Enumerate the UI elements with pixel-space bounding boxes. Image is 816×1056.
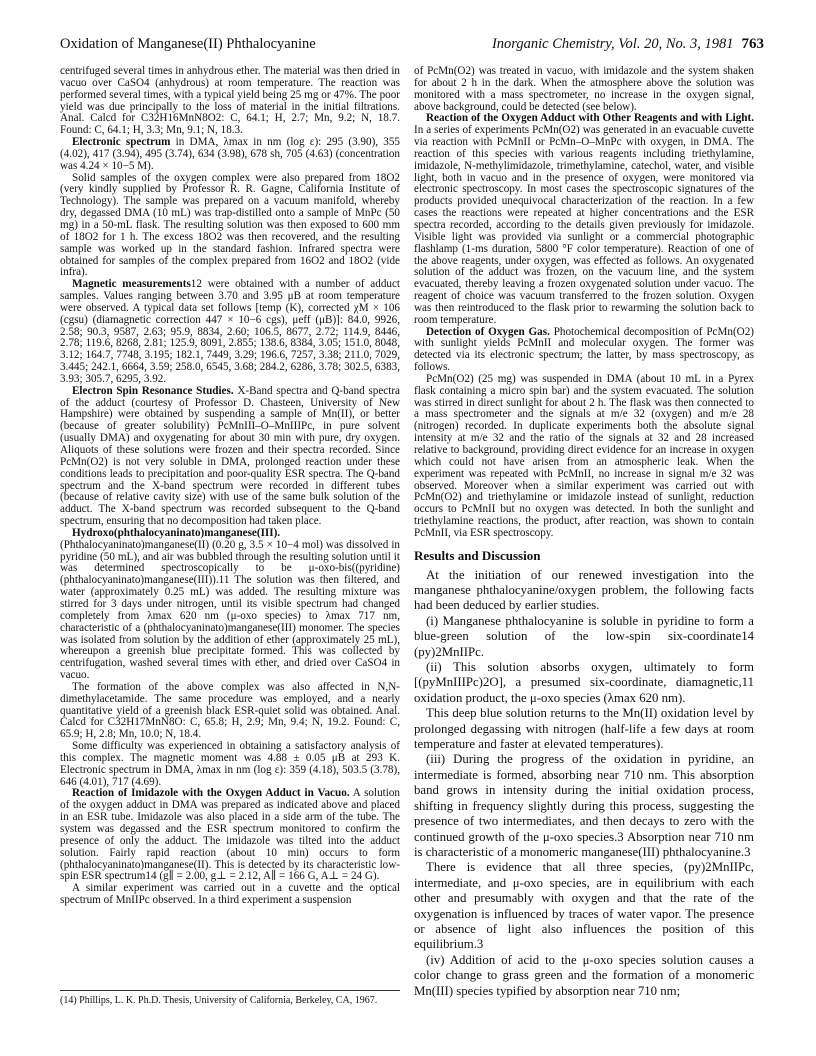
paragraph-text: 12 were obtained with a number of adduct samples. Values ranging between 3.70 and 3.95 μB at room temperature were observed. A typical data set follows [temp (K), corrected χM × 106 (cgsu) (diamagnetic correction 447 × 10−6 cgs), μeff (μB)]: 84.0, 9926, 2.58; 90.3, 9587, 2.63; 95.9, 8834, 2.60; 106.5, 8677, 2.72; 114.9, 8446, 2.78; 119.6, 8268, 2.81; 125.9, 8091, 2.855; 138.6, 8384, 3.05; 151.0, 8048, 3.12; 164.7, 7748, 3.195; 182.1, 7449, 3.29; 196.6, 7257, 3.38; 211.0, 7029, 3.445; 242.1, 6664, 3.59; 258.0, 6545, 3.68; 284.2, 6286, 3.78; 302.5, 6383, 3.93; 305.7, 6295, 3.92. — [60, 278, 401, 385]
paragraph-text: PcMn(O2) (25 mg) was suspended in DMA (about 10 mL in a Pyrex flask containing a micro spin bar) and the system evacuated. The solution was stirred in direct sunlight for about 2 h. The flask was then connected to a mass spectrometer and the signals at m/e 32 (oxygen) and m/e 28 (nitrogen) recorded. In duplicate experiments both the absolute signal intensity at m/e 32 and the ratio of the signals at 32 and 28 increased relative to background, providing direct evidence for an increase in oxygen which could not have arisen from an atmospheric leak. When the experiment was repeated with PcMnII, no increase in signal m/e 32 was observed. Moreover when a similar experiment was carried out with PcMn(O2) and triethylamine or imidazole instead of sunlight, reduction occurs to PcMnII but no oxygen was detected. In both the sunlight and triethylamine reactions, the product, after reaction, was shown to contain PcMnII, via ESR spectroscopy. — [414, 372, 754, 539]
paragraph — [60, 173, 400, 280]
paragraph-heading: Magnetic measurements — [72, 278, 191, 291]
footnote — [60, 990, 400, 1006]
results-paragraph: At the initiation of our renewed investigation into the manganese phthalocyanine/oxygen problem, the following facts had been deduced by earlier studies. — [414, 567, 754, 613]
running-title: Oxidation of Manganese(II) Phthalocyanine — [60, 36, 316, 52]
paragraph-heading: Reaction of the Oxygen Adduct with Other Reagents and with Light. — [426, 112, 754, 125]
paragraph-text: A similar experiment was carried out in a cuvette and the optical spectrum of MnIIPc observed. In a third experiment a suspension — [60, 882, 400, 907]
paragraph — [60, 883, 400, 907]
paragraph — [60, 386, 400, 528]
paragraph — [60, 741, 400, 788]
right-column — [414, 66, 754, 999]
footnote-rule — [60, 990, 400, 991]
paragraph-heading: Hydroxo(phthalocyaninato)manganese(III). — [72, 526, 281, 539]
paragraph-text: Photochemical decomposition of PcMn(O2) with sunlight yields PcMnII and molecular oxygen. The former was detected via its electronic spectrum; the latter, by mass spectroscopy, as follows. — [414, 325, 754, 374]
paragraph-text: Solid samples of the oxygen complex were also prepared from 18O2 (very kindly supplied by Professor R. R. Gagne, California Institute of Technology). The sample was prepared on a vacuum manifold, whereby dry, degassed DMA (10 mL) was trap-distilled onto a sample of MnPc (50 mg) in a 50-mL flask. The resulting solution was then exposed to 600 mm of 18O2 for 1 h. The excess 18O2 was then recovered, and the resulting sample was worked up in the standard fashion. Infrared spectra were obtained for samples of the complex prepared from 16O2 and 18O2 (vide infra). — [60, 171, 400, 279]
left-column — [60, 66, 400, 907]
paragraph — [60, 137, 400, 173]
paragraph — [60, 788, 400, 883]
journal-name: Inorganic Chemistry, Vol. 20, No. 3, 1981 — [491, 36, 734, 52]
paragraph — [414, 327, 754, 374]
paragraph — [60, 528, 400, 682]
results-paragraph: (i) Manganese phthalocyanine is soluble in pyridine to form a blue-green solution of the low-spin six-coordinate14 (py)2MnIIPc. — [414, 613, 754, 659]
paragraph-text: in DMA, λmax in nm (log ε): 295 (3.90), 355 (4.02), 417 (3.94), 495 (3.74), 634 (3.98), 678 sh, 705 (4.63) (concentration was 4.24 × 10−5 M). — [60, 136, 400, 172]
paragraph-heading: Reaction of Imidazole with the Oxygen Adduct in Vacuo. — [72, 787, 350, 800]
paragraph — [414, 113, 754, 326]
paragraph — [414, 374, 754, 540]
results-paragraph: This deep blue solution returns to the Mn(II) oxidation level by prolonged degassing with nitrogen (half-life a few days at room temperature and faster at elevated temperatures). — [414, 706, 754, 752]
paragraph — [60, 279, 400, 386]
paragraph-text: (Phthalocyaninato)manganese(II) (0.20 g, 3.5 × 10−4 mol) was dissolved in pyridine (50 mL), and air was bubbled through the resulting solution until it was determined spectroscopically to be μ-oxo-bis((pyridine)(phthalocyaninato)manganese(III)).11 The solution was then filtered, and water (approximately 0.25 mL) was added. The resulting mixture was stirred for 3 days under nitrogen, until its visible spectrum had changed completely from λmax 620 nm (μ-oxo species) to λmax 717 nm, characteristic of a (phthalocyaninato)manganese(III) monomer. The species was isolated from solution by the addition of ether (approximately 25 mL), whereupon a greenish blue precipitate formed. This was collected by centrifugation, washed several times with ether, and dried over CaSO4 in vacuo. — [60, 538, 400, 682]
section-title: Results and Discussion — [414, 547, 541, 563]
results-discussion — [414, 568, 754, 999]
paragraph-text: X-Band spectra and Q-band spectra of the adduct (courtesy of Professor D. Chasteen, University of New Hampshire) were obtained by suspending a sample of Mn(II), or better (because of greater solubility) PcMnIII–O–MnIIIPc, in pure solvent (usually DMA) and oxygenating for about 30 min with pure, dry oxygen. Aliquots of these solutions were frozen and their spectra recorded. Since PcMn(O2) is not very soluble in DMA, prolonged reaction under these conditions leads to precipitation and poor-quality ESR spectra. The Q-band spectrum and the X-band spectrum were recorded in different tubes (because of relative cavity size) with use of the same bulk solution of the adduct. The X-band spectrum was recorded subsequent to the Q-band spectrum, ensuring that no decomposition had taken place. — [60, 384, 400, 528]
results-paragraph: (iv) Addition of acid to the μ-oxo species solution causes a color change to grass green and the formation of a monomeric Mn(III) species typified by absorption near 710 nm; — [414, 952, 754, 998]
results-paragraph: There is evidence that all three species, (py)2MnIIPc, intermediate, and μ-oxo species, are in equilibrium with each other and presumably with oxygen and that the rate of the oxygenation is influenced by traces of water vapor. The presence or absence of light also influences the position of this equilibrium.3 — [414, 860, 754, 952]
paragraph-text: centrifuged several times in anhydrous ether. The material was then dried in vacuo over CaSO4 (anhydrous) at room temperature. The reaction was performed several times, with a typical yield being 25 mg or 47%. The poor yield was due principally to the loss of material in the initial filtrations. Anal. Calcd for C32H16MnN8O2: C, 64.1; H, 2.7; Mn, 9.2; N, 18.7. Found: C, 64.1; H, 3.3; Mn, 9.1; N, 18.3. — [60, 65, 400, 137]
paragraph-text: The formation of the above complex was also affected in N,N-dimethylacetamide. The same procedure was employed, and a nearly quantitative yield of a greenish black ESR-quiet solid was obtained. Anal. Calcd for C32H17MnN8O: C, 65.8; H, 2.9; Mn, 9.4; N, 19.2. Found: C, 65.9; H, 2.8; Mn, 10.0; N, 18.4. — [60, 680, 400, 741]
paragraph-heading: Detection of Oxygen Gas. — [426, 325, 550, 338]
footnote-text: (14) Phillips, L. K. Ph.D. Thesis, University of California, Berkeley, CA, 1967. — [60, 995, 378, 1006]
results-paragraph: (iii) During the progress of the oxidation in pyridine, an intermediate is formed, absorbing near 710 nm. This absorption band grows in intensity during the initial oxidation process, shifting in frequency slightly during this process, suggesting the presence of two intermediates, and then decays to zero with the continued growth of the μ-oxo species.3 Absorption near 710 nm is characteristic of a monomeric manganese(III) phthalocyanine.3 — [414, 752, 754, 859]
page-number: 763 — [741, 36, 764, 52]
paragraph-heading: Electron Spin Resonance Studies. — [72, 384, 234, 397]
paragraph-text: Some difficulty was experienced in obtaining a satisfactory analysis of this complex. The magnetic moment was 4.88 ± 0.05 μB at 293 K. Electronic spectrum in DMA, λmax in nm (log ε): 359 (4.18), 503.5 (3.78), 646 (4.01), 717 (4.69). — [60, 740, 400, 788]
paragraph-text: A solution of the oxygen adduct in DMA was prepared as indicated above and placed in an ESR tube. Imidazole was also placed in a side arm of the tube. The system was degassed and the ESR spectrum monitored to confirm the presence of only the adduct. The imidazole was tilted into the adduct solution. Fairly rapid reaction (about 10 min) occurs to form (phthalocyaninato)manganese(II). This is detected by its characteristic low-spin ESR spectrum14 (g∥ = 2.00, g⊥ = 2.12, A∥ = 166 G, A⊥ = 24 G). — [60, 787, 401, 883]
results-paragraph: (ii) This solution absorbs oxygen, ultimately to form [(pyMnIIIPc)2O], a presumed six-coordinate, diamagnetic,11 oxidation product, the μ-oxo species (λmax 620 nm). — [414, 660, 754, 705]
journal-citation — [492, 36, 764, 53]
experimental-continued — [414, 66, 754, 540]
paragraph — [60, 66, 400, 137]
paragraph — [414, 66, 754, 113]
running-header — [60, 34, 764, 56]
paragraph-text: In a series of experiments PcMn(O2) was generated in an evacuable cuvette via reaction with PcMnII or PcMn–O–MnPc with oxygen, in DMA. The reaction of this species with various reagents including triethylamine, imidazole, N-methylimidazole, trimethylamine, catechol, water, and visible light, both in vacuo and in the presence of oxygen, were monitored via electronic spectroscopy. In most cases the spectroscopic signatures of the products provided unequivocal characterization of the reaction. In a few cases the reactions were repeated at higher concentrations and the ESR spectra recorded, according to the details given previously for imidazole. Visible light was provided via sunlight or a commercial photographic flashlamp (1-ms duration, 5800 °F color temperature). Reaction of one of the above reagents, under oxygen, was effected as follows. An oxygenated solution of the adduct was frozen, on the vacuum line, and the system evacuated, thereby leaving a frozen oxygenated solution under vacuo. The reagent of choice was vacuum transferred to the frozen solution. Oxygen was then reintroduced to the flask prior to rewarming the solution back to room temperature. — [414, 124, 754, 326]
paragraph-heading: Electronic spectrum — [72, 136, 171, 149]
paragraph-text: of PcMn(O2) was treated in vacuo, with imidazole and the system shaken for about 2 h in the dark. When the atmosphere above the solution was monitored with a mass spectrometer, no increase in the oxygen signal, above background, could be detected (see below). — [414, 65, 754, 113]
paragraph — [60, 682, 400, 741]
